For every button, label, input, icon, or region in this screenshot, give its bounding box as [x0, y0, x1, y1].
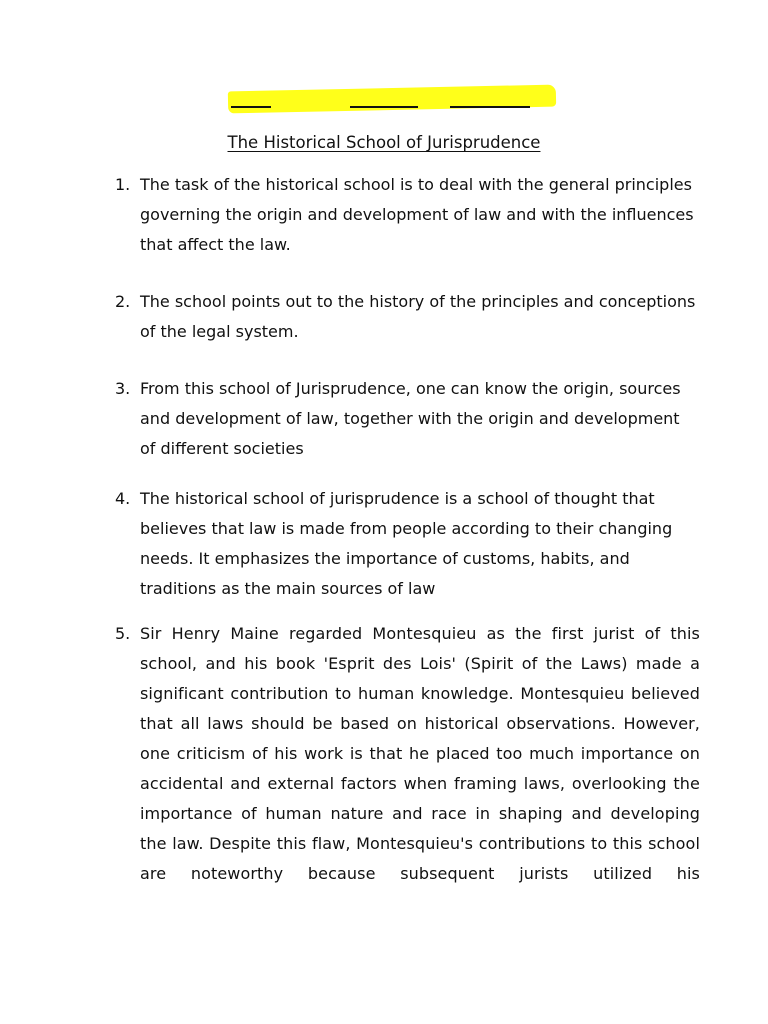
- list-item-text: The historical school of jurisprudence is a school of thought that believes that law is made from people according to their changing needs. It emphasizes the importance of customs, habits, and traditions as the main sources of law: [140, 489, 673, 598]
- document-title: The Historical School of Jurisprudence: [227, 133, 541, 152]
- list-item-number: 5.: [115, 624, 131, 643]
- list-item: [115, 170, 700, 260]
- list-item: [115, 287, 700, 347]
- list-item: [115, 484, 700, 604]
- list-item: [115, 374, 700, 464]
- list-item-number: 2.: [115, 292, 131, 311]
- redaction-highlight: [228, 85, 556, 114]
- blank-underline: [350, 106, 418, 108]
- blank-underline: [231, 106, 271, 108]
- list-item-number: 3.: [115, 379, 131, 398]
- list-item-number: 4.: [115, 489, 131, 508]
- list-item-number: 1.: [115, 175, 131, 194]
- list-item: [115, 619, 700, 889]
- blank-underline: [450, 106, 530, 108]
- list-item-text: Sir Henry Maine regarded Montesquieu as the first jurist of this school, and his book 'Esprit des Lois' (Spirit of the Laws) made a significant contribution to human knowledge. Montesquieu believed that all laws should be based on historical observations. However, one criticism of his work is that he placed too much importance on accidental and external factors when framing laws, overlooking the importance of human nature and race in shaping and developing the law. Despite this flaw, Montesquieu's contributions to this school are noteworthy because subsequent jurists utilized his: [140, 624, 700, 883]
- list-item-text: From this school of Jurisprudence, one can know the origin, sources and development of law, together with the origin and development of different societies: [140, 379, 681, 458]
- list-item-text: The school points out to the history of the principles and conceptions of the legal system.: [140, 292, 696, 341]
- list-item-text: The task of the historical school is to deal with the general principles governing the origin and development of law and with the influences that affect the law.: [140, 175, 694, 254]
